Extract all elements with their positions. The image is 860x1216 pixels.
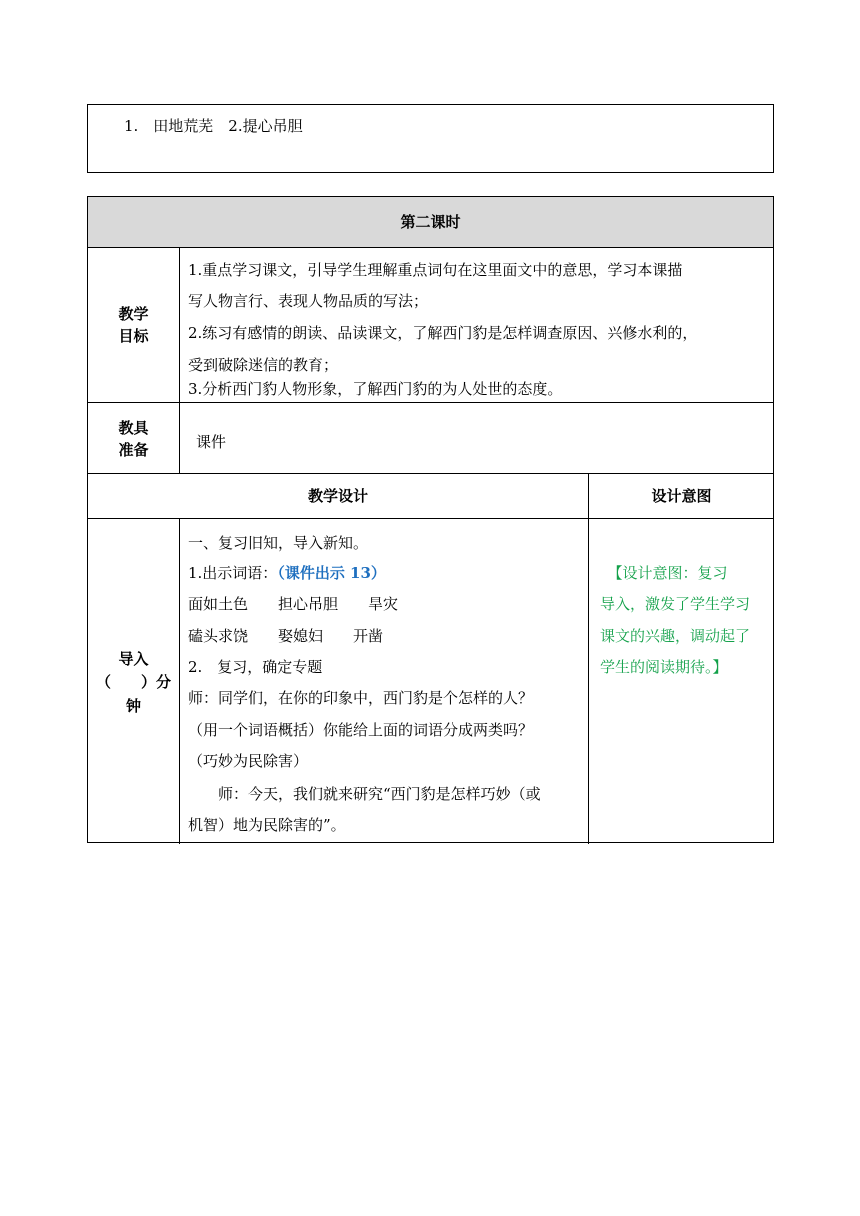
design-line-text: 1.出示词语： bbox=[188, 564, 278, 582]
goal-line: 受到破除迷信的教育； bbox=[188, 356, 339, 374]
tools-value: 课件 bbox=[196, 433, 227, 451]
goal-line: 2.练习有感情的朗读、品读课文，了解西门豹是怎样调查原因、兴修水利的， bbox=[188, 324, 698, 342]
intent-line: 导入，激发了学生学习 bbox=[600, 595, 751, 613]
row-divider bbox=[88, 247, 773, 248]
intro-label: （ ）分 bbox=[95, 673, 171, 691]
intro-label: 导入 bbox=[118, 650, 149, 668]
row-divider bbox=[88, 402, 773, 403]
goal-line: 写人物言行、表现人物品质的写法； bbox=[188, 292, 429, 310]
goal-line: 3.分析西门豹人物形象，了解西门豹的为人处世的态度。 bbox=[188, 380, 563, 398]
tools-label: 教具 bbox=[118, 419, 149, 437]
design-line: （巧妙为民除害） bbox=[188, 752, 309, 770]
column-divider bbox=[179, 247, 180, 473]
intent-line: 【设计意图：复习 bbox=[600, 564, 728, 582]
tools-label: 准备 bbox=[118, 441, 149, 459]
intent-line: 课文的兴趣，调动起了 bbox=[600, 627, 751, 645]
design-line: 面如土色 担心吊胆 旱灾 bbox=[188, 595, 399, 613]
row-divider bbox=[88, 473, 773, 474]
design-line: 师：今天，我们就来研究“西门豹是怎样巧妙（或 bbox=[188, 785, 541, 803]
column-divider bbox=[588, 473, 589, 844]
design-line: 磕头求饶 娶媳妇 开凿 bbox=[188, 627, 384, 645]
design-line: 师：同学们，在你的印象中，西门豹是个怎样的人？ bbox=[188, 689, 534, 707]
intro-label: 钟 bbox=[125, 697, 141, 715]
vocabulary-answer-box bbox=[87, 104, 774, 173]
courseware-ref: （课件出示 13） bbox=[277, 564, 386, 582]
intent-header: 设计意图 bbox=[651, 487, 712, 505]
design-line: （用一个词语概括）你能给上面的词语分成两类吗？ bbox=[188, 721, 534, 739]
vocabulary-answer-line: 1. 田地荒芜 2.提心吊胆 bbox=[124, 117, 303, 135]
design-line: 一、复习旧知，导入新知。 bbox=[188, 534, 369, 552]
row-divider bbox=[88, 518, 773, 519]
design-line: 机智）地为民除害的”。 bbox=[188, 816, 346, 834]
design-header: 教学设计 bbox=[307, 487, 368, 505]
lesson-title: 第二课时 bbox=[400, 213, 461, 231]
goals-label: 目标 bbox=[118, 327, 149, 345]
design-line: 2. 复习，确定专题 bbox=[188, 658, 323, 676]
goals-label: 教学 bbox=[118, 305, 149, 323]
lesson-table bbox=[87, 196, 774, 843]
column-divider bbox=[179, 518, 180, 844]
design-line bbox=[188, 566, 386, 581]
intent-line: 学生的阅读期待。】 bbox=[600, 658, 728, 676]
goal-line: 1.重点学习课文，引导学生理解重点词句在这里面文中的意思，学习本课描 bbox=[188, 261, 683, 279]
